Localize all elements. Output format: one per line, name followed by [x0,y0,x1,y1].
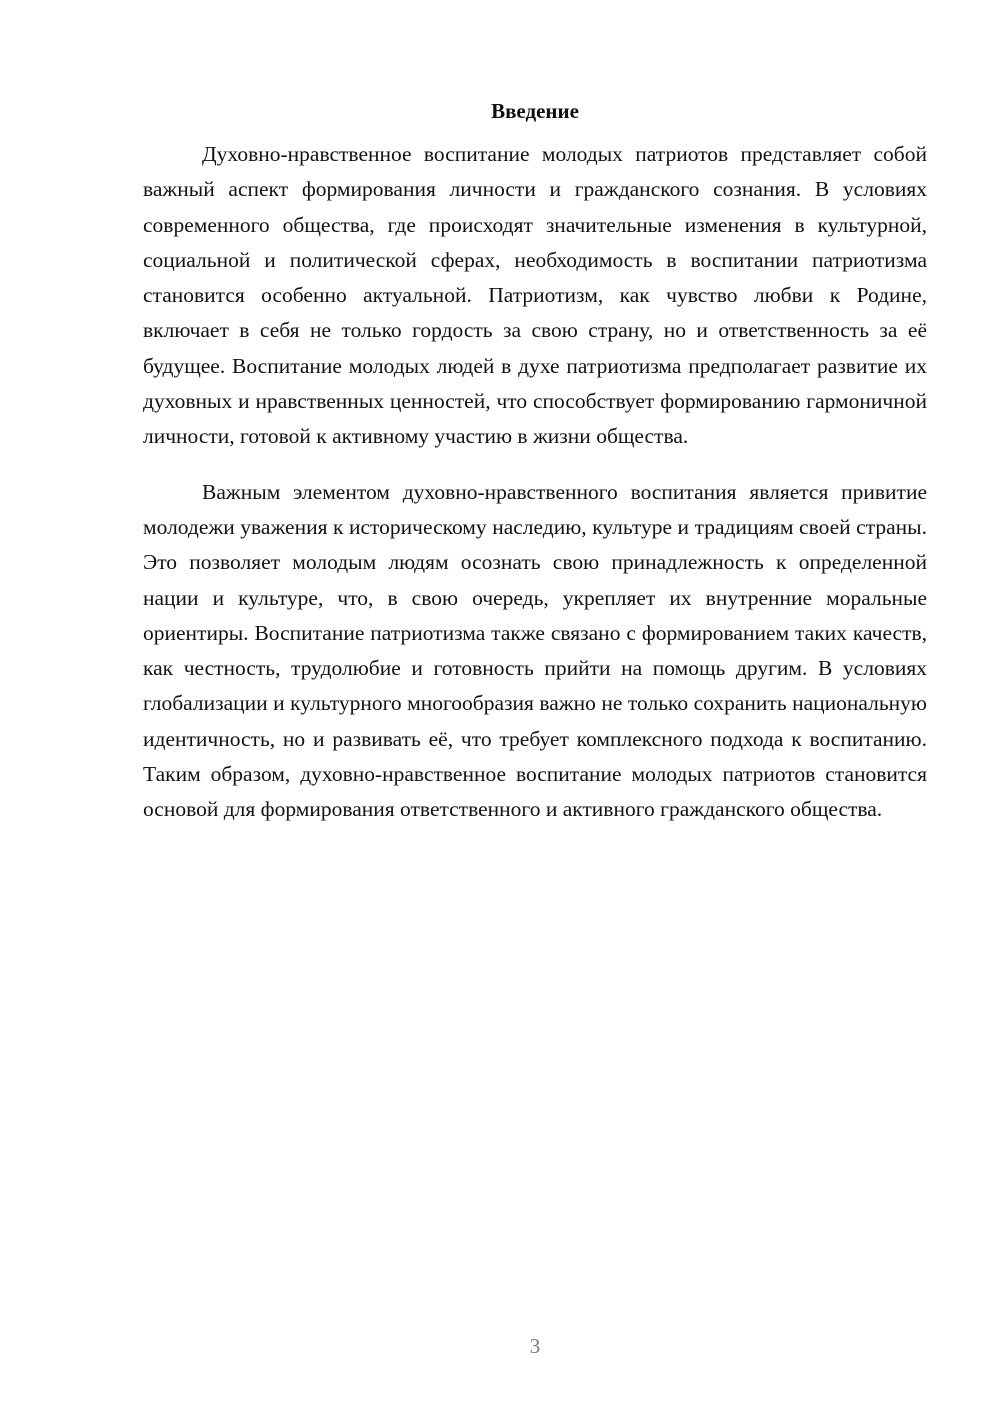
paragraph-1: Духовно-нравственное воспитание молодых патриотов представляет собой важный аспект формирования личности и гражданского сознания. В условиях современного общества, где происходят значительные изменения в культурной, социальной и политической сферах, необходимость в воспитании патриотизма становится особенно актуальной. Патриотизм, как чувство любви к Родине, включает в себя не только гордость за свою страну, но и ответственность за её будущее. Воспитание молодых людей в духе патриотизма предполагает развитие их духовных и нравственных ценностей, что способствует формированию гармоничной личности, готовой к активному участию в жизни общества. [143,142,927,449]
paragraph-2: Важным элементом духовно-нравственного воспитания является привитие молодежи уважения к историческому наследию, культуре и традициям своей страны. Это позволяет молодым людям осознать свою принадлежность к определенной нации и культуре, что, в свою очередь, укрепляет их внутренние моральные ориентиры. Воспитание патриотизма также связано с формированием таких качеств, как честность, трудолюбие и готовность прийти на помощь другим. В условиях глобализации и культурного многообразия важно не только сохранить национальную идентичность, но и развивать её, что требует комплексного подхода к воспитанию. Таким образом, духовно-нравственное воспитание молодых патриотов становится основой для формирования ответственного и активного гражданского общества. [143,479,927,822]
section-title: Введение [491,99,579,123]
page-content [143,95,927,828]
page-number: 3 [529,1334,541,1358]
